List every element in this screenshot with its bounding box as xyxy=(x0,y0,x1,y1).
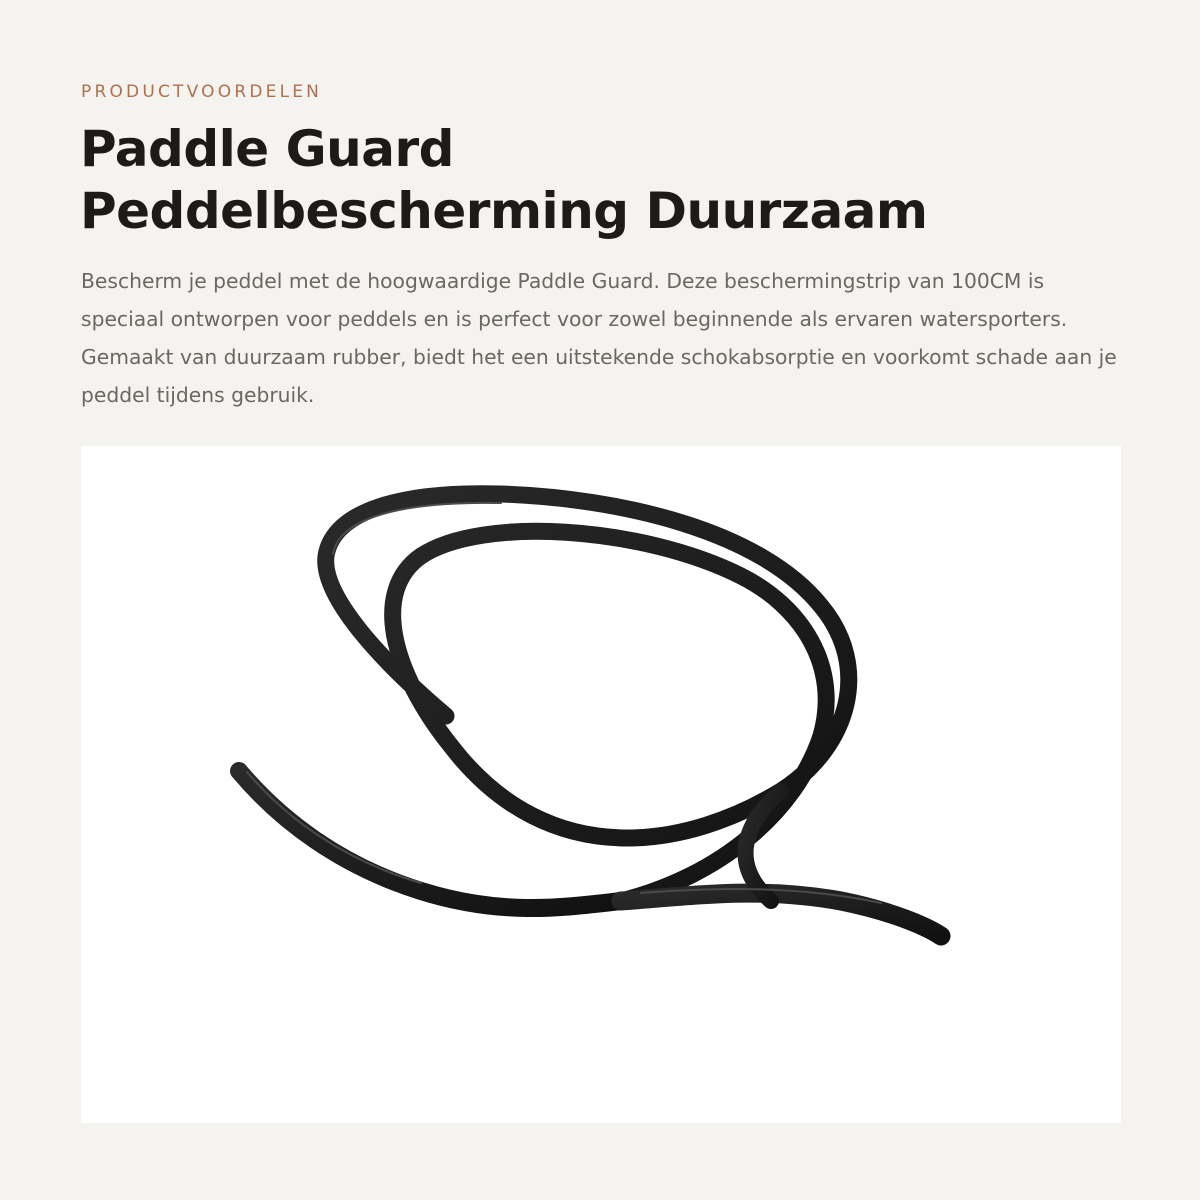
page-title xyxy=(80,118,1140,242)
paddle-guard-strip-icon xyxy=(81,446,1121,1123)
section-eyebrow: PRODUCTVOORDELEN xyxy=(81,82,323,102)
product-description: Bescherm je peddel met de hoogwaardige Paddle Guard. Deze beschermingstrip van 100CM is speciaal ontworpen voor peddels en is perfect voor zowel beginnende als ervaren watersporters. Gemaakt van duurzaam rubber, biedt het een uitstekende schokabsorptie en voorkomt schade aan je peddel tijdens gebruik. xyxy=(81,269,1117,407)
title-line-2: Peddelbescherming Duurzaam xyxy=(80,182,928,240)
title-line-1: Paddle Guard xyxy=(80,120,454,178)
product-image xyxy=(81,446,1121,1123)
